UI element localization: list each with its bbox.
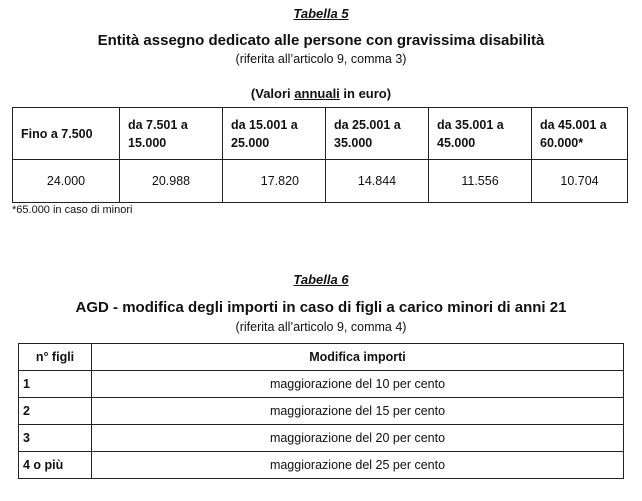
header-cell <box>429 108 532 160</box>
header-line: da 35.001 a <box>437 117 504 132</box>
figli-cell: 2 <box>19 398 92 425</box>
table-row <box>19 398 624 425</box>
tabella6-title: AGD - modifica degli importi in caso di figli a carico minori di anni 21 <box>75 299 567 316</box>
header-line: da 7.501 a <box>128 117 188 132</box>
header-line: 45.000 <box>437 135 476 150</box>
tabella6-header-row <box>19 344 624 371</box>
tabella5-table <box>12 107 628 203</box>
tabella6-subtitle: (riferita all’articolo 9, comma 4) <box>235 320 407 334</box>
value-cell: 11.556 <box>429 160 532 203</box>
header-cell <box>13 108 120 160</box>
table-row <box>19 371 624 398</box>
tabella5-subtitle: (riferita all’articolo 9, comma 3) <box>235 52 407 66</box>
tabella5-value-row <box>13 160 628 203</box>
tabella5-title: Entità assegno dedicato alle persone con gravissima disabilità <box>97 32 545 49</box>
header-line: 15.000 <box>128 135 167 150</box>
tabella5-caption: Tabella 5 <box>293 6 349 21</box>
figli-cell: 4 o più <box>19 452 92 479</box>
header-line: 35.000 <box>334 135 373 150</box>
tabella5-valori-note <box>0 86 642 101</box>
header-modifica: Modifica importi <box>92 344 624 371</box>
header-cell <box>326 108 429 160</box>
tabella6-table <box>18 343 624 479</box>
header-line: da 25.001 a <box>334 117 401 132</box>
valori-annuali: annuali <box>294 86 340 101</box>
header-line: 25.000 <box>231 135 270 150</box>
modifica-cell: maggiorazione del 10 per cento <box>92 371 624 398</box>
header-line: da 15.001 a <box>231 117 298 132</box>
table-row <box>19 425 624 452</box>
header-cell <box>223 108 326 160</box>
header-figli: n° figli <box>19 344 92 371</box>
modifica-cell: maggiorazione del 20 per cento <box>92 425 624 452</box>
header-line: Fino a 7.500 <box>21 126 93 141</box>
table-row <box>19 452 624 479</box>
header-line: 60.000* <box>540 135 584 150</box>
tabella5-footnote: *65.000 in caso di minori <box>12 204 133 216</box>
value-cell: 14.844 <box>326 160 429 203</box>
valori-suffix: in euro) <box>339 86 392 101</box>
header-line: da 45.001 a <box>540 117 607 132</box>
value-cell: 24.000 <box>13 160 120 203</box>
valori-prefix: (Valori <box>250 86 295 101</box>
value-cell: 17.820 <box>223 160 326 203</box>
tabella5-header-row <box>13 108 628 160</box>
tabella6-caption: Tabella 6 <box>293 272 349 287</box>
header-cell <box>120 108 223 160</box>
value-cell: 20.988 <box>120 160 223 203</box>
modifica-cell: maggiorazione del 15 per cento <box>92 398 624 425</box>
figli-cell: 1 <box>19 371 92 398</box>
header-cell <box>532 108 628 160</box>
modifica-cell: maggiorazione del 25 per cento <box>92 452 624 479</box>
figli-cell: 3 <box>19 425 92 452</box>
value-cell: 10.704 <box>532 160 628 203</box>
